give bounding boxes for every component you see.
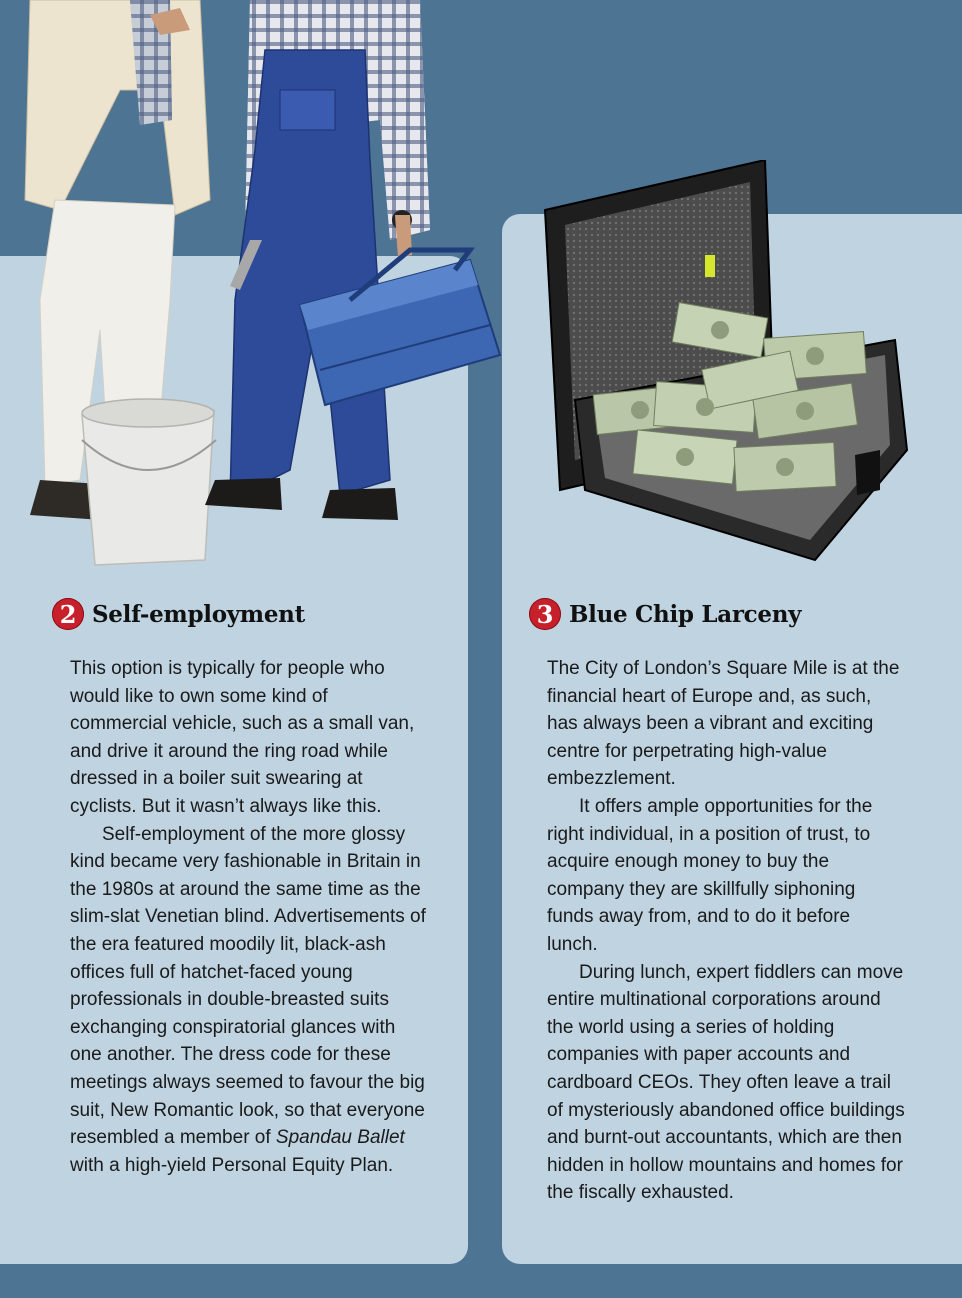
heading-self-employment xyxy=(52,598,305,630)
heading-blue-chip-larceny xyxy=(529,598,801,630)
briefcase-money-illustration xyxy=(535,160,915,580)
paragraph: During lunch, expert fiddlers can move entire multinational corporations around the world using a series of holding companies with paper accounts and cardboard CEOs. They often leave a trail of mysteriously abandoned office buildings and burnt-out accountants, which are then hidden in hollow mountains and homes for the fiscally exhausted. xyxy=(547,961,905,1204)
band-name: Spandau Ballet xyxy=(275,1127,405,1149)
heading-title: Self-employment xyxy=(92,600,305,628)
text-run: with a high-yield Personal Equity Plan. xyxy=(70,1154,394,1176)
text-run: Self-employment of the more glossy kind became very fashionable in Britain in the 1980s at around the same time as the slim-slat Venetian blind. Advertisements of the era featured moodily lit, black-ash offices full of hatchet-faced young professionals in double-breasted suits exchanging conspiratorial glances with one another. The dress code for these meetings always seemed to favour the big suit, New Romantic look, so that everyone resembled a member of xyxy=(70,823,426,1149)
number-badge-2: 2 xyxy=(52,598,84,630)
paragraph: The City of London’s Square Mile is at the financial heart of Europe and, as such, has always been a vibrant and exciting centre for perpetrating high-value embezzlement. xyxy=(547,658,900,790)
workers-illustration xyxy=(0,0,520,580)
bucket-image xyxy=(82,399,216,565)
self-employment-body xyxy=(70,655,426,1179)
number-badge-3: 3 xyxy=(529,598,561,630)
paragraph: This option is typically for people who would like to own some kind of commercial vehicle, such as a small van, and drive it around the ring road while dressed in a boiler suit swearing at cyclists. But it wasn’t always like this. xyxy=(70,658,415,817)
paragraph: It offers ample opportunities for the right individual, in a position of trust, to acquire enough money to buy the company they are skillfully siphoning funds away from, and to do it before lunch. xyxy=(547,795,873,955)
paragraph xyxy=(70,821,426,1180)
heading-title: Blue Chip Larceny xyxy=(569,600,802,628)
blue-chip-larceny-body xyxy=(547,655,905,1207)
